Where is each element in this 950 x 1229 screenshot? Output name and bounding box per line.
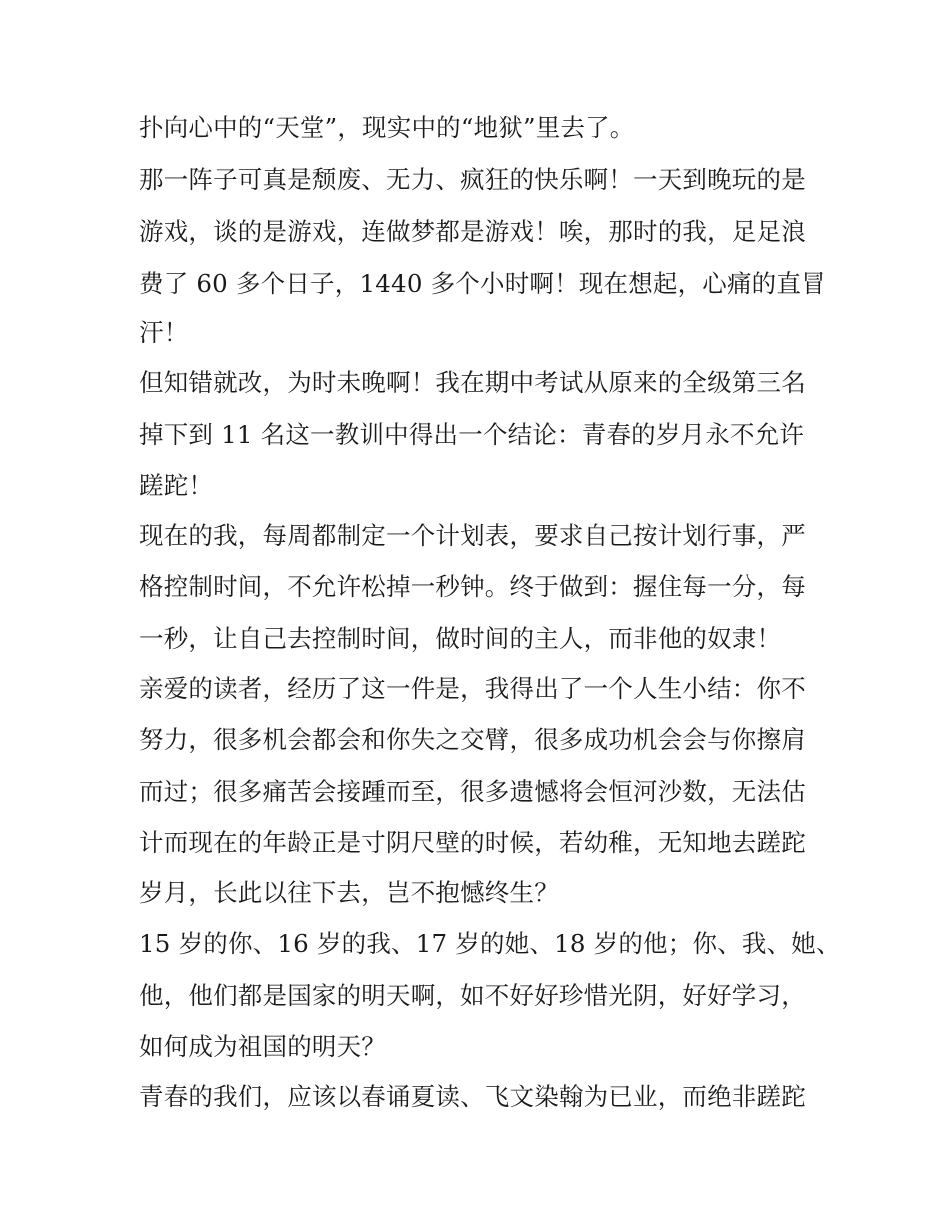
text-line: 而过；很多痛苦会接踵而至，很多遗憾将会恒河沙数，无法估 <box>139 777 806 806</box>
text-line: 一秒，让自己去控制时间，做时间的主人，而非他的奴隶！ <box>139 624 782 653</box>
text-line: 如何成为祖国的明天？ <box>139 1032 386 1061</box>
text-line: 岁月，长此以往下去，岂不抱憾终生？ <box>139 878 559 907</box>
text-line: 游戏，谈的是游戏，连做梦都是游戏！唉，那时的我，足足浪 <box>139 217 806 246</box>
text-line: 掉下到 11 名这一教训中得出一个结论：青春的岁月永不允许 <box>139 420 805 449</box>
text-line: 15 岁的你、16 岁的我、17 岁的她、18 岁的他；你、我、她、 <box>139 929 841 958</box>
text-line: 蹉跎！ <box>139 471 214 500</box>
text-line: 费了 60 多个日子，1440 多个小时啊！现在想起，心痛的直冒 <box>139 269 826 298</box>
text-line: 青春的我们，应该以春诵夏读、飞文染翰为已业，而绝非蹉跎 <box>139 1082 806 1111</box>
text-line: 但知错就改，为时未晚啊！我在期中考试从原来的全级第三名 <box>139 368 806 397</box>
text-line: 他，他们都是国家的明天啊，如不好好珍惜光阴，好好学习， <box>139 981 806 1010</box>
text-line: 那一阵子可真是颓废、无力、疯狂的快乐啊！一天到晚玩的是 <box>139 165 806 194</box>
text-line: 汗！ <box>139 318 189 347</box>
text-line: 现在的我，每周都制定一个计划表，要求自己按计划行事，严 <box>139 521 806 550</box>
text-line: 计而现在的年龄正是寸阴尺壁的时候，若幼稚，无知地去蹉跎 <box>139 828 806 857</box>
text-line: 格控制时间，不允许松掉一秒钟。终于做到：握住每一分，每 <box>139 572 806 601</box>
text-line: 扑向心中的“天堂”，现实中的“地狱”里去了。 <box>139 113 635 142</box>
text-line: 亲爱的读者，经历了这一件是，我得出了一个人生小结：你不 <box>139 674 806 703</box>
text-line: 努力，很多机会都会和你失之交臂，很多成功机会会与你擦肩 <box>139 725 806 754</box>
